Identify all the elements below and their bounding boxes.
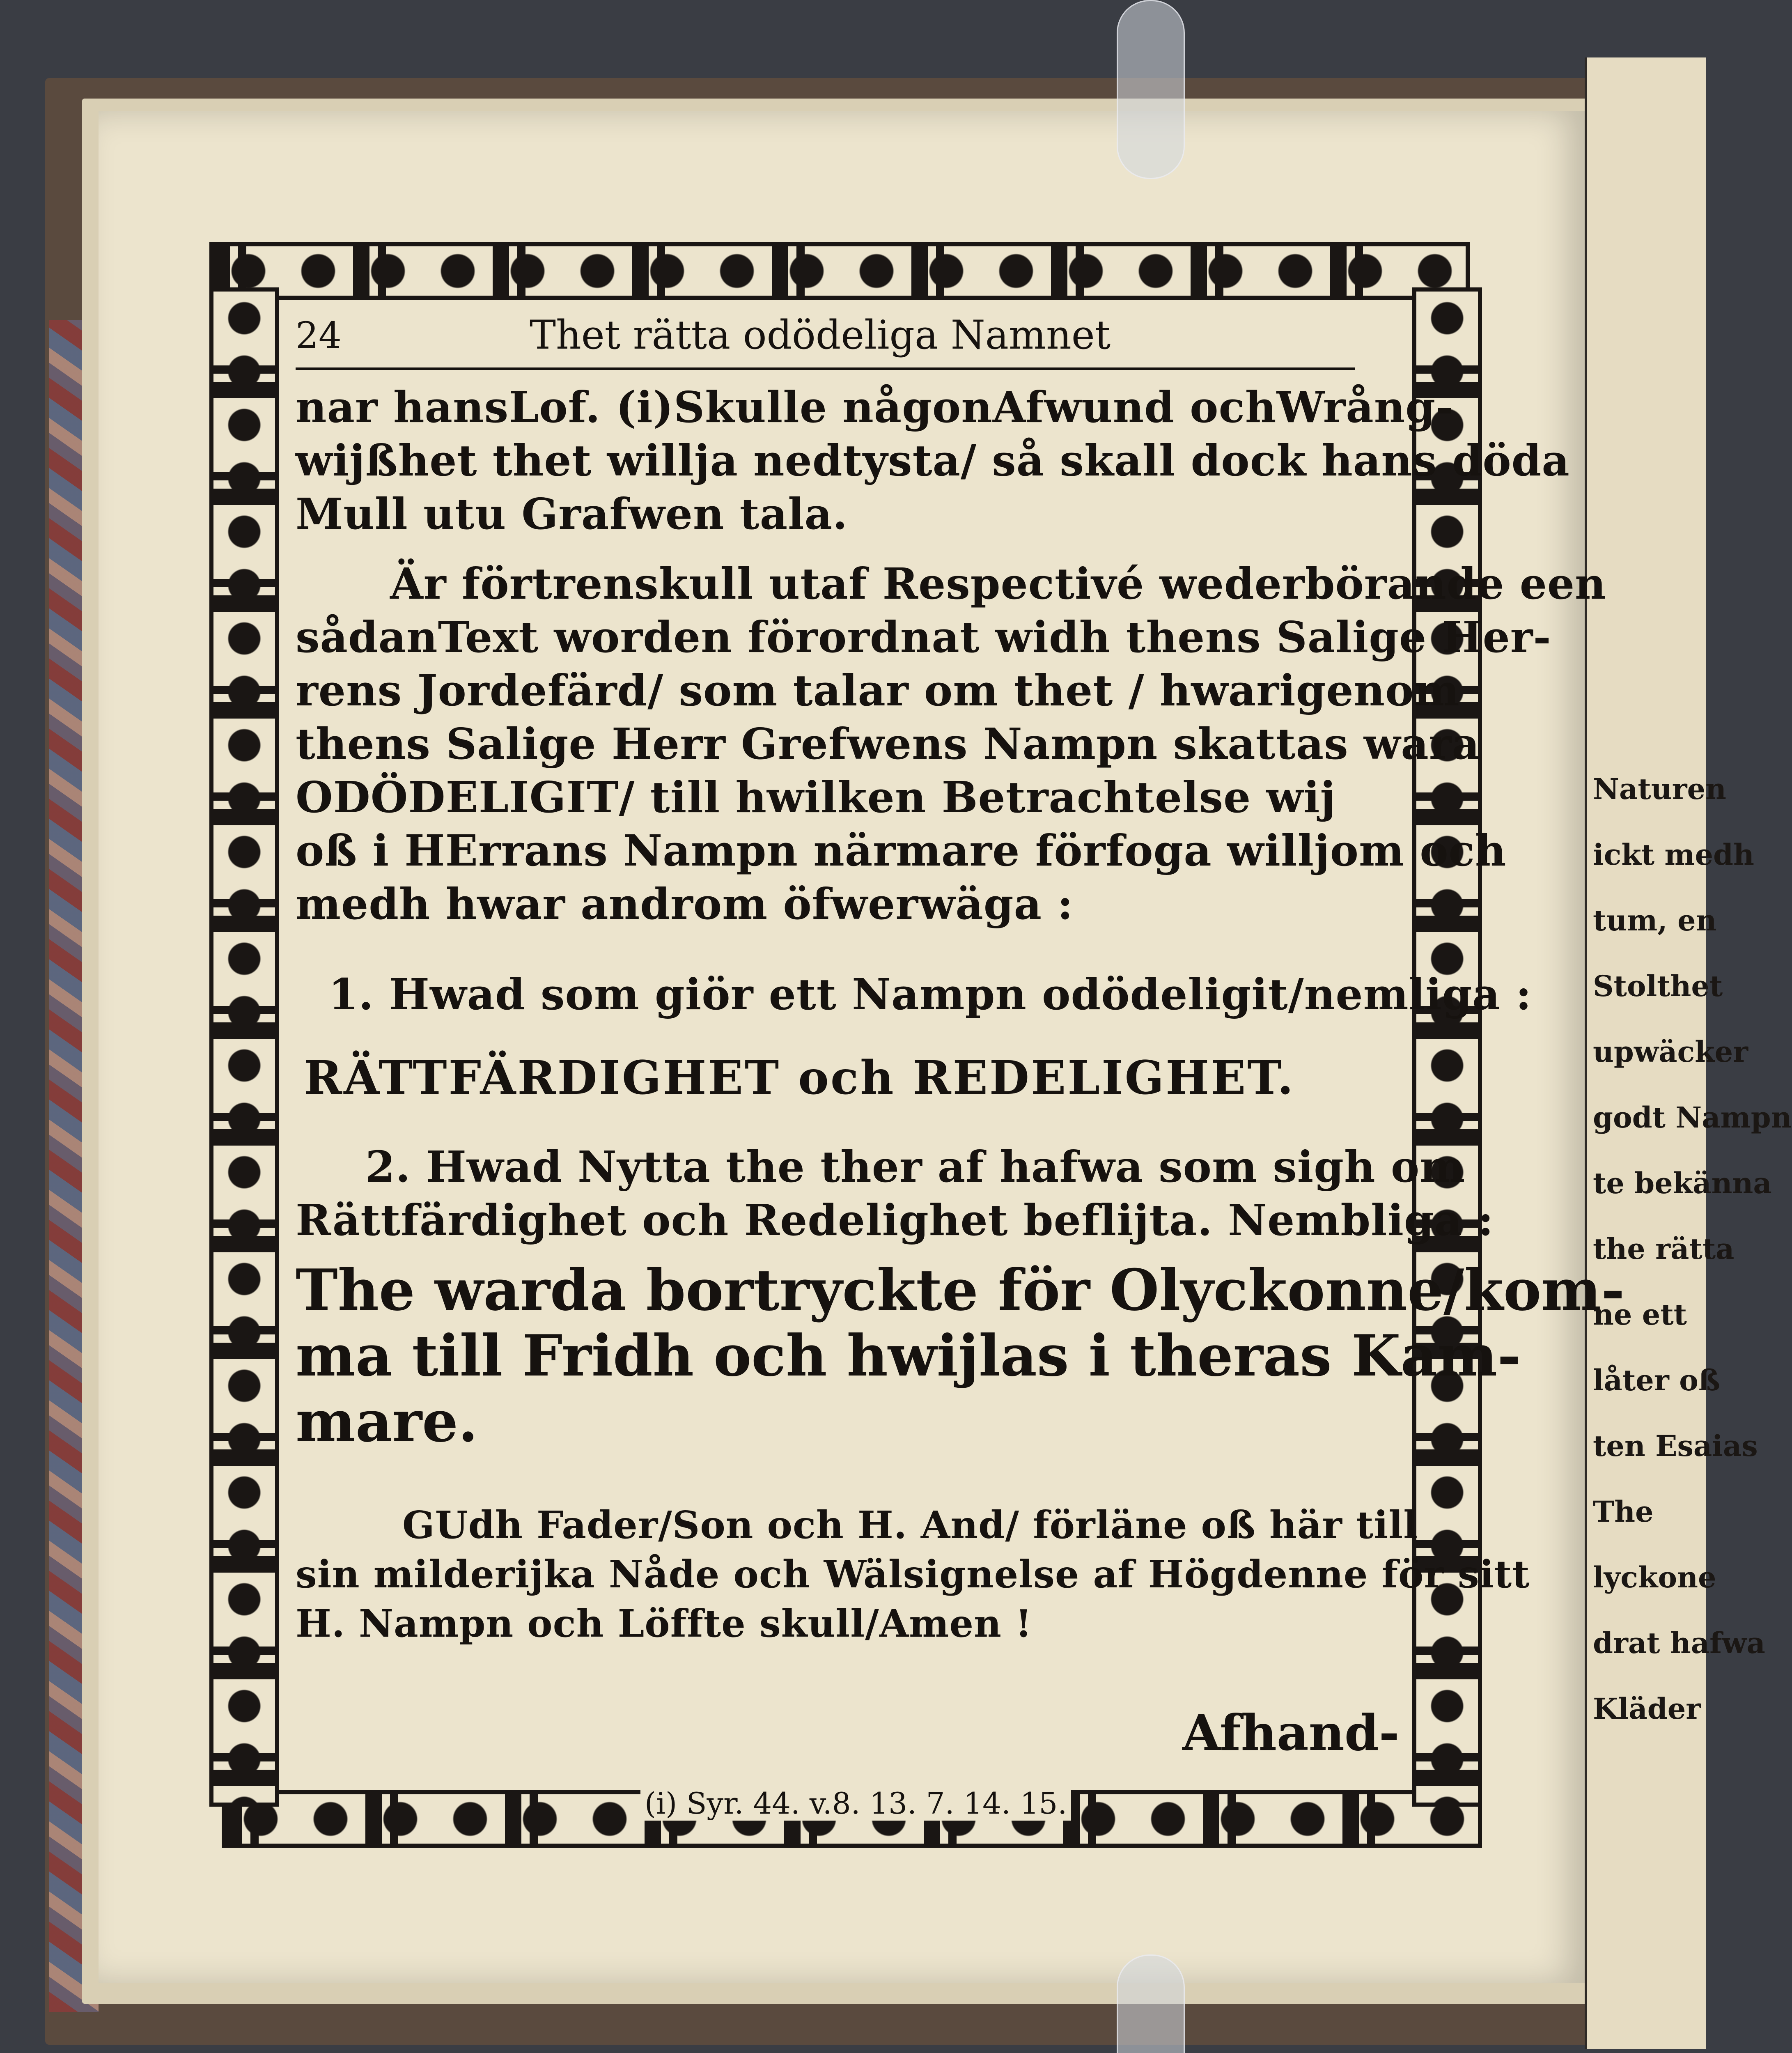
facing-page-line: godt Nampn [1593,1100,1792,1134]
facing-page-line: Stolthet [1593,969,1723,1003]
closing-line: H. Nampn och Löffte skull/Amen ! [296,1601,1033,1646]
facing-page-line: ne ett [1593,1297,1687,1332]
body-line: rens Jordefärd/ som talar om thet / hwarigenom [296,665,1460,716]
body-line: RÄTTFÄRDIGHET och REDELIGHET. [304,1051,1295,1105]
top-ornament-border [209,242,1470,300]
facing-page-line: tum, en [1593,903,1717,937]
emphasis-line: The warda bortryckte för Olyckonne/kom- [296,1256,1625,1323]
facing-page-line: lyckone [1593,1560,1716,1594]
closing-line: GUdh Fader/Son och H. And/ förläne oß här till [402,1503,1418,1547]
facing-page-line: drat hafwa [1593,1626,1765,1660]
running-title: Thet rätta odödeliga Namnet [530,312,1111,358]
body-line: sådanText worden förordnat widh thens Salige Her- [296,612,1551,662]
facing-page-line: Naturen [1593,772,1726,806]
left-ornament-border [209,287,279,1807]
body-line: 1. Hwad som giör ett Nampn odödeligit/nemliga : [328,969,1532,1020]
closing-line: sin milderijka Nåde och Wälsignelse af Högdenne för sitt [296,1552,1530,1596]
body-line: oß i HErrans Nampn närmare förfoga willjom och [296,825,1507,876]
emphasis-line: ma till Fridh och hwijlas i theras Kam- [296,1322,1521,1389]
catchword: Afhand- [1182,1704,1400,1762]
facing-page-line: upwäcker [1593,1035,1748,1069]
body-line: Är förtrenskull utaf Respectivé wederbörande een [390,558,1606,609]
page-number: 24 [296,314,342,356]
body-line: thens Salige Herr Grefwens Nampn skattas wara [296,719,1480,769]
emphasis-line: mare. [296,1388,478,1455]
body-line: nar hansLof. (i)Skulle någonAfwund ochWrång- [296,382,1454,432]
body-line: wijßhet thet willja nedtysta/ så skall dock hans döda [296,435,1570,486]
facing-page-line: ickt medh [1593,838,1754,872]
facing-page-line: ten Esaias [1593,1429,1758,1463]
body-line: 2. Hwad Nytta the ther af hafwa som sigh om [365,1141,1466,1192]
page-clip-bottom [1117,1954,1185,2053]
facing-page-line: Kläder [1593,1692,1701,1726]
facing-page-line: te bekänna [1593,1166,1772,1200]
body-line: Mull utu Grafwen tala. [296,489,848,539]
facing-page-line: låter oß [1593,1363,1720,1397]
header-rule [296,367,1355,370]
facing-page-line: The [1593,1495,1654,1529]
body-line: ODÖDELIGIT/ till hwilken Betrachtelse wij [296,772,1336,822]
facing-page-line: the rätta [1593,1232,1735,1266]
page-clip-top [1117,0,1185,179]
footnote: (i) Syr. 44. v.8. 13. 7. 14. 15. [640,1786,1071,1821]
body-line: medh hwar androm öfwerwäga : [296,879,1074,929]
body-line: Rättfärdighet och Redelighet beflijta. Nembliga : [296,1195,1494,1245]
